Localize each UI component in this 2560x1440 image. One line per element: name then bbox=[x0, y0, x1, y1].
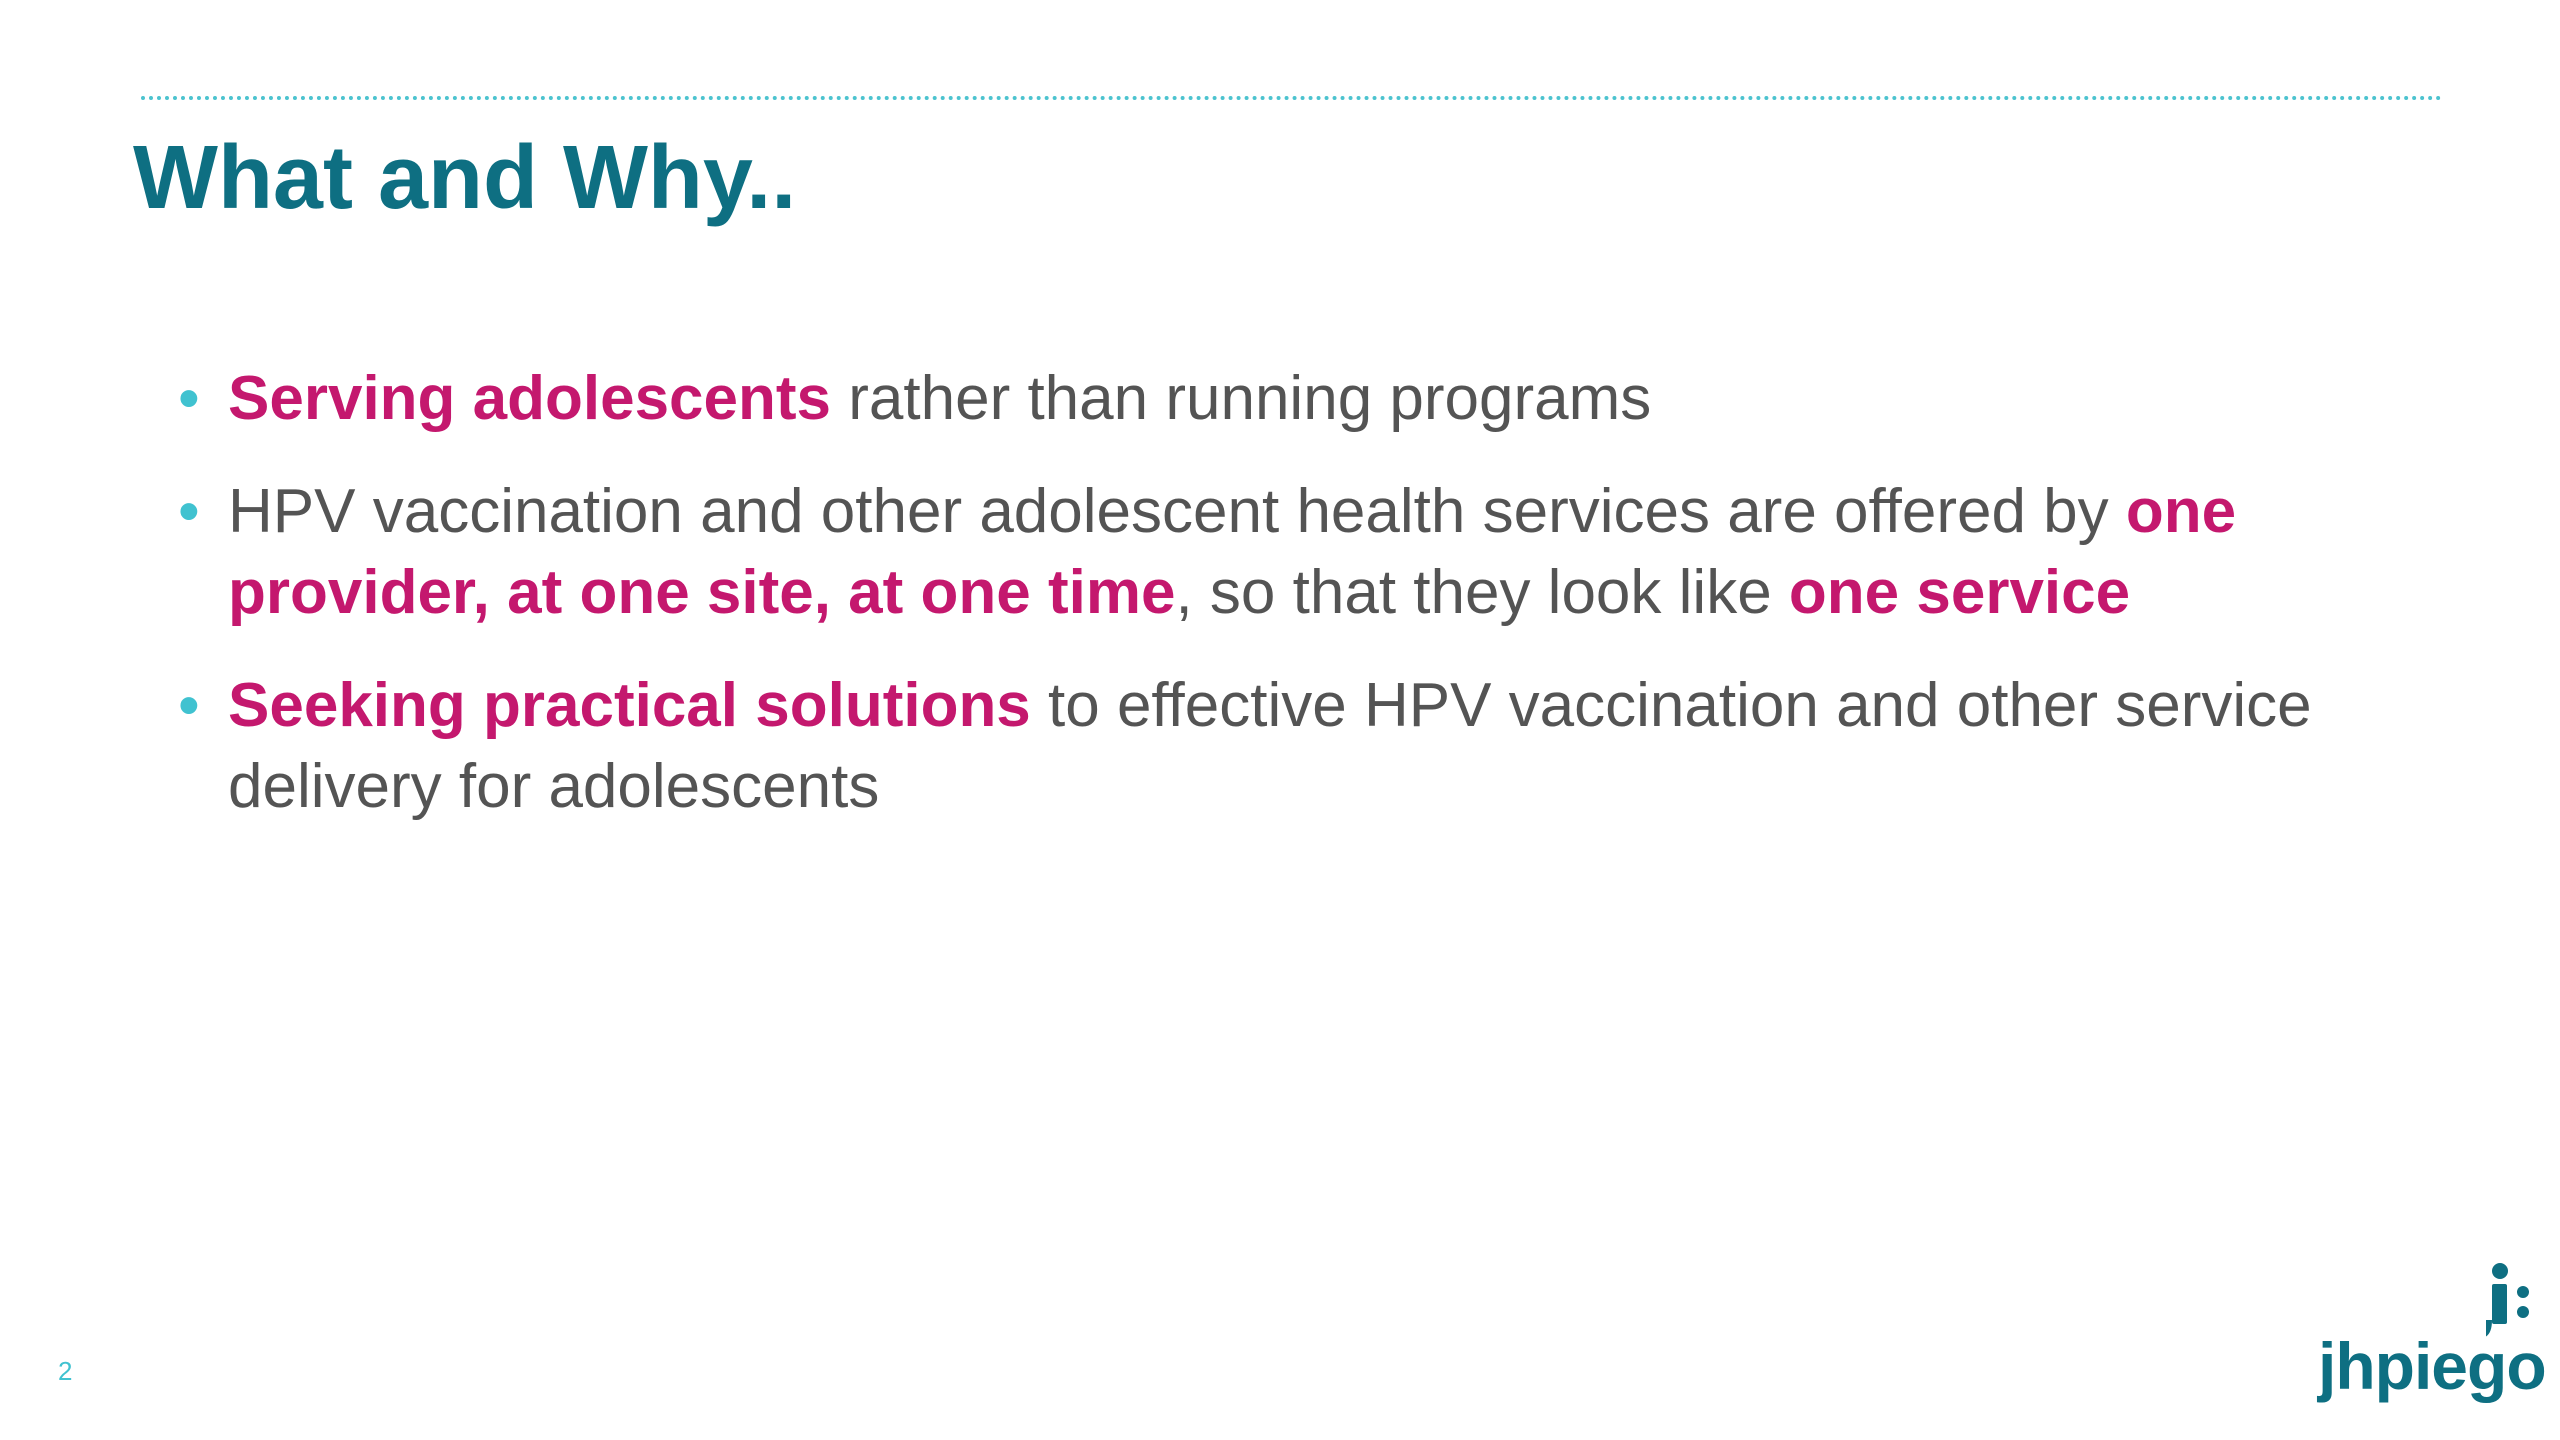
bullet-highlight-text: one service bbox=[1788, 558, 2131, 627]
bullet-dot-icon: • bbox=[178, 671, 200, 740]
bullet-item bbox=[178, 665, 2378, 827]
bullet-item bbox=[178, 358, 2378, 439]
bullet-list bbox=[178, 358, 2378, 859]
bullet-text: HPV vaccination and other adolescent health services are offered by bbox=[228, 477, 2126, 546]
bullet-text: , so that they look like bbox=[1175, 558, 1789, 627]
bullet-highlight-text: Serving adolescents bbox=[228, 364, 832, 433]
title-divider bbox=[141, 96, 2443, 100]
logo-wordmark: jhpiego bbox=[2318, 1329, 2546, 1403]
bullet-item bbox=[178, 471, 2378, 633]
bullet-highlight-text: one provider, at one site, at one time bbox=[228, 477, 2237, 627]
bullet-highlight-text: Seeking practical solutions bbox=[228, 671, 1031, 740]
page-number: 2 bbox=[58, 1356, 73, 1386]
jhpiego-logo bbox=[2318, 1262, 2546, 1412]
slide-title: What and Why.. bbox=[133, 128, 797, 228]
bullet-dot-icon: • bbox=[178, 477, 200, 546]
bullet-text: to effective HPV vaccination and other service delivery for adolescents bbox=[228, 671, 2312, 821]
bullet-text: rather than running programs bbox=[831, 364, 1652, 433]
bullet-dot-icon: • bbox=[178, 364, 200, 433]
